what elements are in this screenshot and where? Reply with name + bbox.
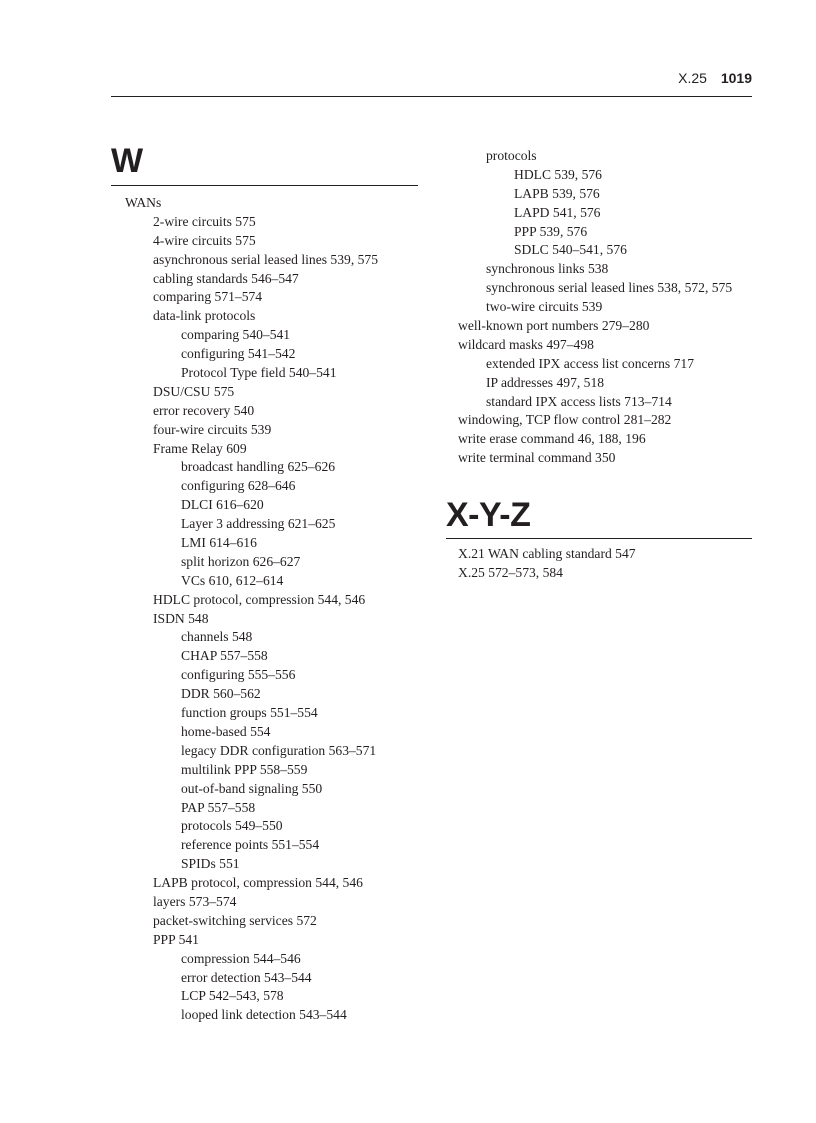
index-entry: HDLC protocol, compression 544, 546 bbox=[153, 591, 366, 607]
index-entry: legacy DDR configuration 563–571 bbox=[181, 742, 377, 758]
index-entry: write erase command 46, 188, 196 bbox=[458, 431, 646, 447]
index-entries-xyz bbox=[458, 545, 636, 583]
index-entry: data-link protocols bbox=[153, 308, 256, 324]
section-heading-xyz: X-Y-Z bbox=[446, 496, 531, 534]
index-entry: 2-wire circuits 575 bbox=[153, 213, 256, 229]
index-entry: extended IPX access list concerns 717 bbox=[486, 355, 694, 371]
index-entry: configuring 541–542 bbox=[181, 346, 296, 362]
index-entry: four-wire circuits 539 bbox=[153, 421, 272, 437]
index-entry: configuring 555–556 bbox=[181, 667, 296, 683]
index-entry: reference points 551–554 bbox=[181, 837, 320, 853]
index-entry: two-wire circuits 539 bbox=[486, 299, 603, 315]
index-entry: ISDN 548 bbox=[153, 610, 209, 626]
index-entry: PPP 541 bbox=[153, 931, 199, 947]
index-entry: SPIDs 551 bbox=[181, 856, 240, 872]
index-entry: asynchronous serial leased lines 539, 575 bbox=[153, 251, 379, 267]
index-entry: wildcard masks 497–498 bbox=[458, 336, 594, 352]
page-number: 1019 bbox=[720, 70, 752, 86]
index-entry: multilink PPP 558–559 bbox=[181, 761, 308, 777]
index-entry: comparing 571–574 bbox=[153, 289, 263, 305]
index-entry: write terminal command 350 bbox=[458, 450, 616, 466]
index-entry: X.21 WAN cabling standard 547 bbox=[458, 546, 636, 561]
index-entry: layers 573–574 bbox=[153, 893, 237, 909]
header-rule bbox=[111, 96, 752, 97]
index-entry: Frame Relay 609 bbox=[153, 440, 247, 456]
section-rule-xyz bbox=[446, 538, 752, 539]
index-entry: WANs bbox=[125, 195, 162, 210]
index-entry: LCP 542–543, 578 bbox=[181, 988, 284, 1004]
index-entry: standard IPX access lists 713–714 bbox=[486, 393, 672, 409]
index-entry: 4-wire circuits 575 bbox=[153, 232, 256, 248]
index-entry: channels 548 bbox=[181, 629, 253, 645]
index-entry: SDLC 540–541, 576 bbox=[514, 242, 627, 258]
index-entry: home-based 554 bbox=[181, 723, 271, 739]
index-entry: LAPB protocol, compression 544, 546 bbox=[153, 875, 363, 891]
index-entries-w-continued bbox=[458, 147, 732, 468]
index-entry: function groups 551–554 bbox=[181, 705, 318, 721]
index-entry: LMI 614–616 bbox=[181, 535, 257, 551]
index-entry: comparing 540–541 bbox=[181, 327, 291, 343]
index-entry: configuring 628–646 bbox=[181, 478, 296, 494]
index-entry: Protocol Type field 540–541 bbox=[181, 365, 337, 381]
index-entry: error detection 543–544 bbox=[181, 969, 312, 985]
index-entry: LAPD 541, 576 bbox=[514, 204, 601, 220]
index-entry: X.25 572–573, 584 bbox=[458, 564, 563, 580]
index-entry: PPP 539, 576 bbox=[514, 223, 588, 239]
index-entry: HDLC 539, 576 bbox=[514, 166, 602, 182]
index-entry: error recovery 540 bbox=[153, 402, 255, 418]
index-entry: Layer 3 addressing 621–625 bbox=[181, 516, 336, 532]
index-entry: DDR 560–562 bbox=[181, 686, 261, 702]
index-entry: well-known port numbers 279–280 bbox=[458, 318, 650, 334]
index-entry: PAP 557–558 bbox=[181, 799, 256, 815]
index-entry: IP addresses 497, 518 bbox=[486, 374, 605, 390]
index-entry: DLCI 616–620 bbox=[181, 497, 264, 513]
index-entries-w bbox=[125, 194, 378, 1025]
index-entry: out-of-band signaling 550 bbox=[181, 780, 323, 796]
index-entry: protocols bbox=[486, 148, 537, 163]
index-entry: VCs 610, 612–614 bbox=[181, 572, 284, 588]
index-entry: broadcast handling 625–626 bbox=[181, 459, 336, 475]
index-entry: synchronous links 538 bbox=[486, 261, 609, 277]
index-entry: cabling standards 546–547 bbox=[153, 270, 299, 286]
running-head-title: X.25 bbox=[678, 70, 707, 86]
index-entry: LAPB 539, 576 bbox=[514, 185, 600, 201]
section-rule-w bbox=[111, 185, 418, 186]
index-entry: packet-switching services 572 bbox=[153, 912, 317, 928]
index-entry: protocols 549–550 bbox=[181, 818, 283, 834]
index-entry: synchronous serial leased lines 538, 572, 575 bbox=[486, 280, 733, 296]
running-head bbox=[111, 70, 752, 90]
index-entry: CHAP 557–558 bbox=[181, 648, 268, 664]
index-entry: windowing, TCP flow control 281–282 bbox=[458, 412, 672, 428]
index-entry: looped link detection 543–544 bbox=[181, 1007, 347, 1023]
index-entry: DSU/CSU 575 bbox=[153, 383, 235, 399]
index-entry: split horizon 626–627 bbox=[181, 553, 301, 569]
section-heading-w: W bbox=[111, 142, 143, 180]
index-entry: compression 544–546 bbox=[181, 950, 301, 966]
